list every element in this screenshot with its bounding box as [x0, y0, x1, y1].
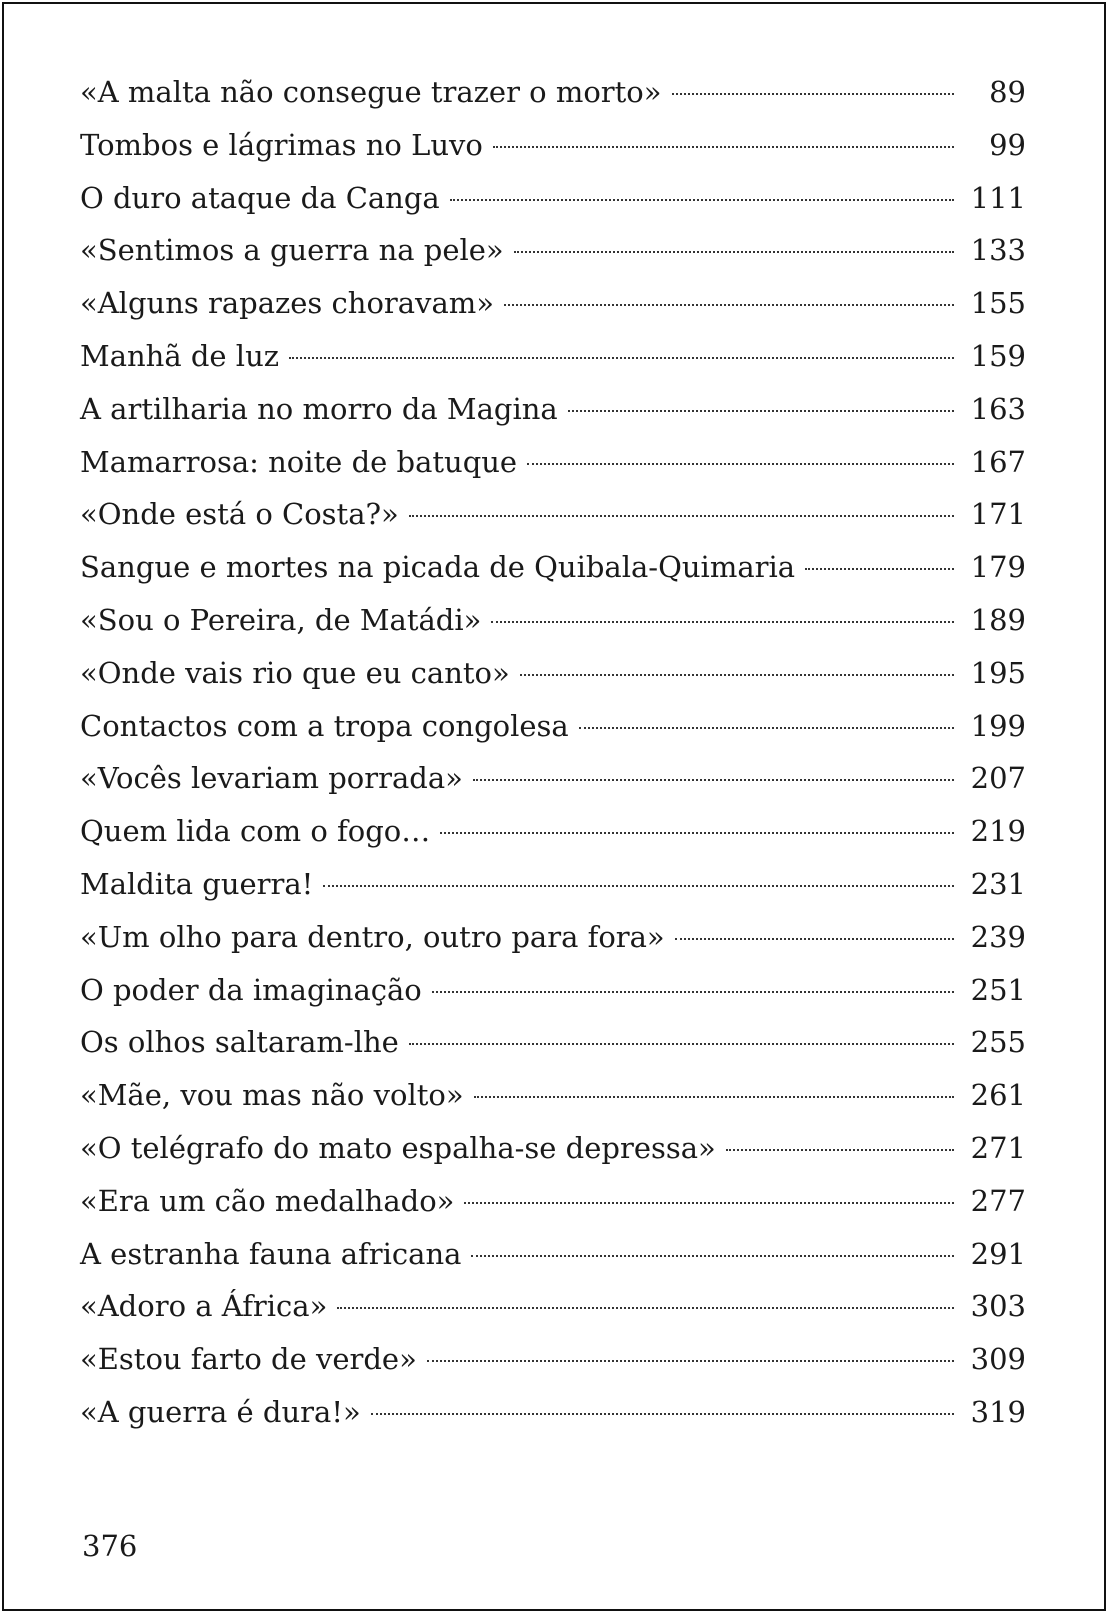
toc-entry-page: 89 — [989, 75, 1026, 109]
toc-entry-title: «Estou farto de verde» — [80, 1342, 417, 1377]
toc-entry — [80, 330, 1026, 383]
table-of-contents — [80, 66, 1026, 1439]
toc-entry-page: 189 — [970, 602, 1026, 637]
toc-entry-page: 171 — [970, 497, 1026, 532]
toc-entry — [80, 1122, 1026, 1175]
toc-entry-page: 195 — [970, 655, 1026, 690]
toc-entry — [80, 911, 1026, 964]
toc-entry-page: 159 — [970, 338, 1026, 373]
toc-entry — [80, 1069, 1026, 1122]
dot-leader — [473, 779, 954, 781]
toc-entry — [80, 594, 1026, 647]
toc-entry-page: 255 — [970, 1025, 1026, 1060]
dot-leader — [568, 410, 954, 412]
toc-entry-title: Sangue e mortes na picada de Quibala-Quimaria — [80, 550, 796, 585]
toc-entry — [80, 752, 1026, 805]
toc-entry — [80, 858, 1026, 911]
toc-entry-page: 99 — [989, 127, 1026, 162]
toc-entry-title: «Onde vais rio que eu canto» — [80, 655, 510, 690]
toc-entry-page: 231 — [970, 866, 1026, 901]
toc-entry — [80, 1333, 1026, 1386]
toc-entry-title: O poder da imaginação — [80, 972, 422, 1007]
toc-entry — [80, 1016, 1026, 1069]
toc-entry-title: «Sou o Pereira, de Matádi» — [80, 602, 482, 637]
toc-entry-title: O duro ataque da Canga — [80, 180, 440, 215]
dot-leader — [464, 1202, 954, 1204]
toc-entry-page: 155 — [970, 286, 1026, 321]
toc-entry — [80, 66, 1026, 119]
toc-entry-title: «Onde está o Costa?» — [80, 497, 399, 532]
dot-leader — [805, 568, 954, 570]
dot-leader — [675, 938, 954, 940]
dot-leader — [427, 1360, 954, 1362]
toc-entry-title: «Mãe, vou mas não volto» — [80, 1078, 464, 1113]
toc-entry — [80, 277, 1026, 330]
toc-entry-page: 291 — [970, 1236, 1026, 1271]
toc-entry-page: 277 — [970, 1183, 1026, 1218]
dot-leader — [450, 199, 954, 201]
page-number: 376 — [82, 1529, 138, 1563]
toc-entry — [80, 964, 1026, 1017]
toc-entry-title: Quem lida com o fogo… — [80, 814, 431, 849]
toc-entry — [80, 805, 1026, 858]
toc-entry-page: 111 — [970, 180, 1026, 215]
dot-leader — [323, 885, 954, 887]
toc-entry-page: 133 — [970, 233, 1026, 268]
toc-entry-title: A estranha fauna africana — [80, 1236, 462, 1271]
dot-leader — [409, 515, 954, 517]
toc-entry-title: «Vocês levariam porrada» — [80, 761, 463, 796]
dot-leader — [289, 357, 954, 359]
toc-entry-page: 251 — [970, 972, 1026, 1007]
dot-leader — [527, 463, 954, 465]
dot-leader — [474, 1096, 954, 1098]
toc-entry — [80, 172, 1026, 225]
toc-entry-page: 271 — [970, 1130, 1026, 1165]
toc-entry-title: A artilharia no morro da Magina — [80, 391, 558, 426]
toc-entry-title: «Era um cão medalhado» — [80, 1183, 455, 1218]
toc-entry — [80, 1175, 1026, 1228]
dot-leader — [471, 1255, 954, 1257]
toc-entry-page: 199 — [970, 708, 1026, 743]
toc-entry-title: Contactos com a tropa congolesa — [80, 708, 569, 743]
dot-leader — [337, 1307, 954, 1309]
dot-leader — [726, 1149, 954, 1151]
toc-entry-page: 261 — [970, 1078, 1026, 1113]
toc-entry — [80, 541, 1026, 594]
dot-leader — [440, 832, 954, 834]
toc-entry-page: 303 — [970, 1289, 1026, 1324]
toc-entry — [80, 647, 1026, 700]
toc-entry-title: Tombos e lágrimas no Luvo — [80, 127, 483, 162]
dot-leader — [520, 674, 954, 676]
toc-entry-title: «A guerra é dura!» — [80, 1394, 361, 1429]
toc-entry-title: Mamarrosa: noite de batuque — [80, 444, 518, 479]
toc-entry — [80, 1228, 1026, 1281]
toc-entry — [80, 383, 1026, 436]
toc-entry — [80, 1386, 1026, 1439]
dot-leader — [672, 93, 954, 95]
dot-leader — [579, 727, 954, 729]
toc-entry-title: «Adoro a África» — [80, 1289, 328, 1324]
toc-entry — [80, 700, 1026, 753]
book-page — [2, 2, 1106, 1611]
toc-entry-page: 319 — [970, 1394, 1026, 1429]
toc-entry-page: 309 — [970, 1342, 1026, 1377]
toc-entry-page: 167 — [970, 444, 1026, 479]
toc-entry — [80, 119, 1026, 172]
toc-entry-title: Manhã de luz — [80, 338, 280, 373]
toc-entry-title: «Um olho para dentro, outro para fora» — [80, 919, 665, 954]
dot-leader — [491, 621, 954, 623]
dot-leader — [514, 251, 954, 253]
toc-entry-title: Maldita guerra! — [80, 866, 314, 901]
dot-leader — [409, 1043, 954, 1045]
toc-entry — [80, 436, 1026, 489]
toc-entry-title: Os olhos saltaram-lhe — [80, 1025, 399, 1060]
toc-entry — [80, 488, 1026, 541]
toc-entry-title: «O telégrafo do mato espalha-se depressa» — [80, 1130, 716, 1165]
toc-entry-title: «Alguns rapazes choravam» — [80, 286, 494, 321]
toc-entry-page: 219 — [970, 814, 1026, 849]
toc-entry-page: 179 — [970, 550, 1026, 585]
dot-leader — [504, 304, 954, 306]
toc-entry-title: «A malta não consegue trazer o morto» — [80, 75, 662, 109]
dot-leader — [432, 991, 954, 993]
toc-entry — [80, 224, 1026, 277]
dot-leader — [371, 1413, 954, 1415]
toc-entry-page: 239 — [970, 919, 1026, 954]
toc-entry-title: «Sentimos a guerra na pele» — [80, 233, 504, 268]
dot-leader — [493, 146, 954, 148]
toc-entry — [80, 1280, 1026, 1333]
toc-entry-page: 207 — [970, 761, 1026, 796]
toc-entry-page: 163 — [970, 391, 1026, 426]
